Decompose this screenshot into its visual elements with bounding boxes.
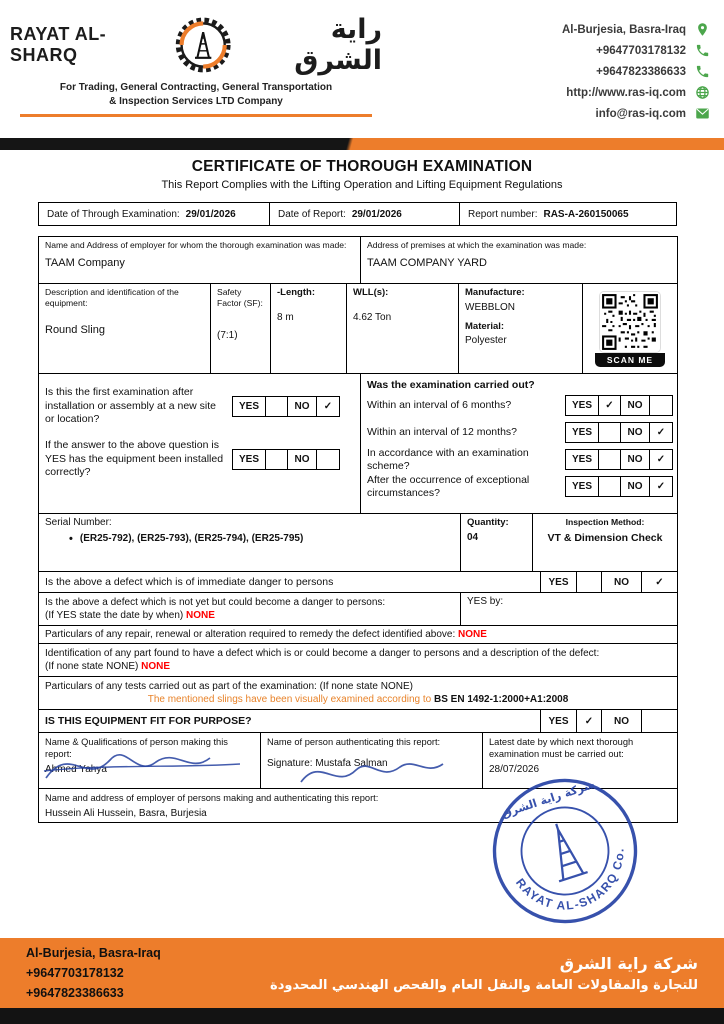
installed-correctly-no-checkbox — [317, 450, 339, 469]
manufacture-value: WEBBLON — [465, 302, 516, 313]
installed-correctly-yes-checkbox — [266, 450, 288, 469]
interval-6-months-no-checkbox — [650, 396, 672, 415]
tagline-line2: & Inspection Services LTD Company — [109, 96, 283, 107]
no-label: NO — [601, 572, 641, 592]
yes-label: YES — [566, 477, 599, 496]
stamp-derrick-icon — [542, 819, 588, 881]
report-date-label: Date of Report: — [278, 208, 346, 220]
title-block — [0, 158, 724, 191]
exceptional-circumstances-checkboxes — [565, 476, 673, 497]
immediate-danger-yes-checkbox — [576, 572, 601, 592]
tagline-underline — [20, 114, 372, 117]
no-label: NO — [621, 423, 650, 442]
certificate-subtitle: This Report Complies with the Lifting Operation and Lifting Equipment Regulations — [161, 179, 563, 191]
serial-number-list: (ER25-792), (ER25-793), (ER25-794), (ER25-795) — [79, 533, 304, 544]
tagline-line1: For Trading, General Contracting, General Transportation — [59, 82, 333, 93]
exceptional-circumstances-text: After the occurrence of exceptional circumstances? — [367, 473, 530, 499]
maker-cell — [39, 733, 261, 788]
premises-cell — [361, 237, 677, 283]
serial-number-label: Serial Number: — [45, 517, 112, 528]
no-label: NO — [621, 477, 650, 496]
questions-row — [39, 373, 677, 513]
repair-row — [39, 625, 677, 643]
stamp-text-ar: شركة راية الشرق — [499, 777, 597, 821]
future-danger-text: Is the above a defect which is not yet but could become a danger to persons: — [45, 597, 386, 608]
examination-scheme-no-checkbox: ✓ — [656, 454, 666, 465]
future-danger-cell — [39, 593, 461, 625]
company-tagline — [10, 81, 382, 109]
site-questions-cell — [39, 374, 361, 513]
authenticator-signature-line: Signature: Mustafa Salman — [267, 758, 388, 770]
exceptional-circumstances-yes-checkbox — [599, 477, 621, 496]
next-exam-date: 28/07/2026 — [489, 764, 540, 776]
interval-6-months-text: Within an interval of 6 months? — [367, 399, 512, 412]
authenticator-label: Name of person authenticating this report: — [267, 737, 441, 747]
yes-label: YES — [540, 710, 576, 732]
exceptional-circumstances-no-checkbox: ✓ — [656, 481, 666, 492]
first-exam-question-text: Is this the first examination after installation or assembly at a new site or location? — [45, 386, 216, 426]
no-label: NO — [288, 397, 317, 416]
contact-website — [562, 85, 710, 100]
first-exam-checkboxes — [232, 396, 340, 417]
immediate-danger-no-checkbox: ✓ — [641, 572, 677, 592]
yes-label: YES — [233, 450, 266, 469]
company-name-ar: راية الشرق — [294, 14, 382, 76]
carried-out-header: Was the examination carried out? — [367, 379, 535, 391]
footer-company-arabic — [270, 954, 698, 993]
future-danger-row — [39, 592, 677, 625]
employer-row — [39, 237, 677, 283]
yes-label: YES — [566, 450, 599, 469]
exam-date-label: Date of Through Examination: — [47, 208, 180, 220]
safety-factor-value: (7:1) — [217, 330, 238, 342]
carried-out-item — [361, 419, 677, 446]
report-number-value: RAS-A-260150065 — [543, 208, 629, 220]
safety-factor-cell — [211, 284, 271, 373]
report-date-box — [269, 202, 460, 226]
quantity-cell — [461, 514, 533, 571]
maker-name: Ahmed Yahya — [45, 764, 107, 776]
fit-for-purpose-checkboxes — [540, 710, 677, 732]
yes-label: YES — [566, 396, 599, 415]
exam-date-box — [38, 202, 270, 226]
examination-scheme-yes-checkbox — [599, 450, 621, 469]
footer — [0, 938, 724, 1024]
letterhead — [0, 0, 724, 138]
yes-label: YES — [566, 423, 599, 442]
contact-address — [562, 22, 710, 37]
phone-icon — [695, 43, 710, 58]
footer-company-name-ar: شركة راية الشرق — [559, 953, 698, 973]
employer-value: TAAM Company — [45, 256, 125, 269]
inspection-method-value: VT & Dimension Check — [547, 532, 663, 544]
tests-text: Particulars of any tests carried out as part of the examination: (If none state NONE) — [45, 681, 413, 692]
footer-phone1: +9647703178132 — [26, 966, 124, 980]
material-value: Polyester — [465, 335, 507, 346]
report-number-box — [459, 202, 677, 226]
equipment-desc-value: Round Sling — [45, 324, 105, 337]
no-label: NO — [621, 450, 650, 469]
length-value: 8 m — [277, 312, 294, 323]
footer-company-desc-ar: للتجارة والمقاولات العامة والنقل العام والفحص الهندسي المحدودة — [270, 977, 698, 993]
fit-for-purpose-row — [39, 709, 677, 732]
globe-icon — [695, 85, 710, 100]
carried-out-item — [361, 446, 677, 473]
premises-label: Address of premises at which the examination was made: — [367, 240, 587, 250]
footer-address: Al-Burjesia, Basra-Iraq — [26, 946, 161, 960]
wll-label: WLL(s): — [353, 287, 389, 298]
interval-12-months-text: Within an interval of 12 months? — [367, 426, 517, 439]
interval-12-months-no-checkbox: ✓ — [656, 427, 666, 438]
immediate-danger-text: Is the above a defect which is of immediate danger to persons — [45, 576, 334, 588]
maker-label: Name & Qualifications of person making this report: — [45, 737, 228, 760]
installed-correctly-checkboxes — [232, 449, 340, 470]
location-pin-icon — [695, 22, 710, 37]
header-divider-bar — [0, 138, 724, 150]
future-danger-hint: (If YES state the date by when) — [45, 610, 184, 621]
certificate-title: CERTIFICATE OF THOROUGH EXAMINATION — [191, 158, 533, 175]
identification-text: Identification of any part found to have a defect which is or could become a danger to persons and a description of the defect: — [45, 648, 600, 659]
length-label: -Length: — [277, 287, 315, 298]
first-exam-no-checkbox: ✓ — [323, 400, 333, 412]
interval-12-months-yes-checkbox — [599, 423, 621, 442]
fit-no-checkbox — [641, 710, 677, 732]
carried-out-cell — [361, 374, 677, 513]
qr-code-icon — [599, 291, 661, 353]
qr-caption: SCAN ME — [595, 353, 665, 367]
no-label: NO — [288, 450, 317, 469]
first-exam-question — [45, 386, 354, 427]
employer-label: Name and Address of employer for whom the thorough examination was made: — [45, 240, 347, 250]
report-number-label: Report number: — [468, 208, 538, 220]
info-row — [38, 202, 678, 226]
employer-cell — [39, 237, 361, 283]
footer-contact — [26, 943, 161, 1003]
fit-for-purpose-text: IS THIS EQUIPMENT FIT FOR PURPOSE? — [45, 715, 252, 727]
length-cell — [271, 284, 347, 373]
serial-number-value — [69, 533, 454, 545]
contact-email-text: info@ras-iq.com — [595, 107, 686, 120]
identification-hint: (If none state NONE) — [45, 661, 139, 672]
footer-bar — [0, 938, 724, 1008]
company-name-en: RAYAT AL-SHARQ — [10, 24, 107, 65]
tests-row — [39, 676, 677, 709]
serial-cell — [39, 514, 461, 571]
carried-out-item — [361, 473, 677, 500]
yes-by-cell — [461, 593, 677, 625]
bullet-icon — [69, 533, 73, 545]
persons-employer-value: Hussein Ali Hussein, Basra, Burjesia — [45, 808, 207, 820]
interval-6-months-yes-checkbox: ✓ — [599, 396, 621, 415]
serial-row — [39, 513, 677, 571]
interval-12-months-checkboxes — [565, 422, 673, 443]
immediate-danger-checkboxes — [540, 572, 677, 592]
no-label: NO — [601, 710, 641, 732]
carried-out-item — [361, 392, 677, 419]
persons-employer-label: Name and address of employer of persons making and authenticating this report: — [45, 793, 379, 803]
quantity-label: Quantity: — [467, 517, 509, 528]
premises-value: TAAM COMPANY YARD — [367, 256, 488, 269]
quantity-value: 04 — [467, 532, 479, 543]
wll-value: 4.62 Ton — [353, 312, 392, 323]
interval-6-months-checkboxes — [565, 395, 673, 416]
authenticator-cell — [261, 733, 483, 788]
future-danger-value: NONE — [186, 610, 215, 621]
contact-address-text: Al-Burjesia, Basra-Iraq — [562, 23, 686, 36]
stamp-text-en: RAYAT AL-SHARQ Co. — [512, 847, 627, 913]
contact-block — [562, 14, 710, 138]
footer-black-bar — [0, 1008, 724, 1024]
exam-date-value: 29/01/2026 — [185, 208, 236, 220]
inspection-method-cell — [533, 514, 677, 571]
tests-note: The mentioned slings have been visually examined according to — [147, 694, 432, 705]
identification-row — [39, 643, 677, 676]
repair-value: NONE — [458, 629, 487, 640]
manufacture-label: Manufacture: — [465, 287, 525, 298]
footer-phone2: +9647823386633 — [26, 986, 124, 1000]
qr-cell — [583, 284, 677, 373]
immediate-danger-row — [39, 571, 677, 592]
contact-email — [562, 106, 710, 121]
repair-text: Particulars of any repair, renewal or alteration required to remedy the defect identified above: — [45, 629, 456, 640]
gear-derrick-logo-icon — [174, 14, 232, 76]
fit-yes-checkbox: ✓ — [576, 710, 601, 732]
equipment-row — [39, 283, 677, 373]
installed-correctly-question-text: If the answer to the above question is YES has the equipment been installed correctly? — [45, 438, 224, 479]
equipment-desc-label: Description and identification of the equipment: — [45, 287, 179, 308]
manufacture-cell — [459, 284, 583, 373]
contact-phone2 — [562, 64, 710, 79]
no-label: NO — [621, 396, 650, 415]
wll-cell — [347, 284, 459, 373]
contact-phone1-text: +9647703178132 — [596, 44, 686, 57]
email-icon — [695, 106, 710, 121]
contact-phone2-text: +9647823386633 — [596, 65, 686, 78]
contact-website-text: http://www.ras-iq.com — [566, 86, 686, 99]
first-exam-yes-checkbox — [266, 397, 288, 416]
inspection-method-label: Inspection Method: — [565, 517, 645, 527]
yes-by-label: YES by: — [467, 596, 504, 607]
examination-scheme-text: In accordance with an examination scheme? — [367, 446, 529, 472]
contact-phone1 — [562, 43, 710, 58]
equipment-desc-cell — [39, 284, 211, 373]
examination-scheme-checkboxes — [565, 449, 673, 470]
certificate-table — [38, 236, 678, 823]
svg-text:RAYAT AL-SHARQ Co. — [512, 843, 641, 928]
next-exam-label: Latest date by which next thorough examination must be carried out: — [489, 737, 634, 760]
yes-label: YES — [540, 572, 576, 592]
phone-icon — [695, 64, 710, 79]
installed-correctly-question — [45, 439, 354, 480]
material-label: Material: — [465, 321, 505, 332]
yes-label: YES — [233, 397, 266, 416]
identification-value: NONE — [141, 661, 171, 672]
safety-factor-label: Safety Factor (SF): — [217, 287, 263, 308]
report-date-value: 29/01/2026 — [351, 208, 402, 220]
tests-standard: BS EN 1492-1:2000+A1:2008 — [434, 694, 569, 705]
company-logo-block — [10, 14, 382, 138]
